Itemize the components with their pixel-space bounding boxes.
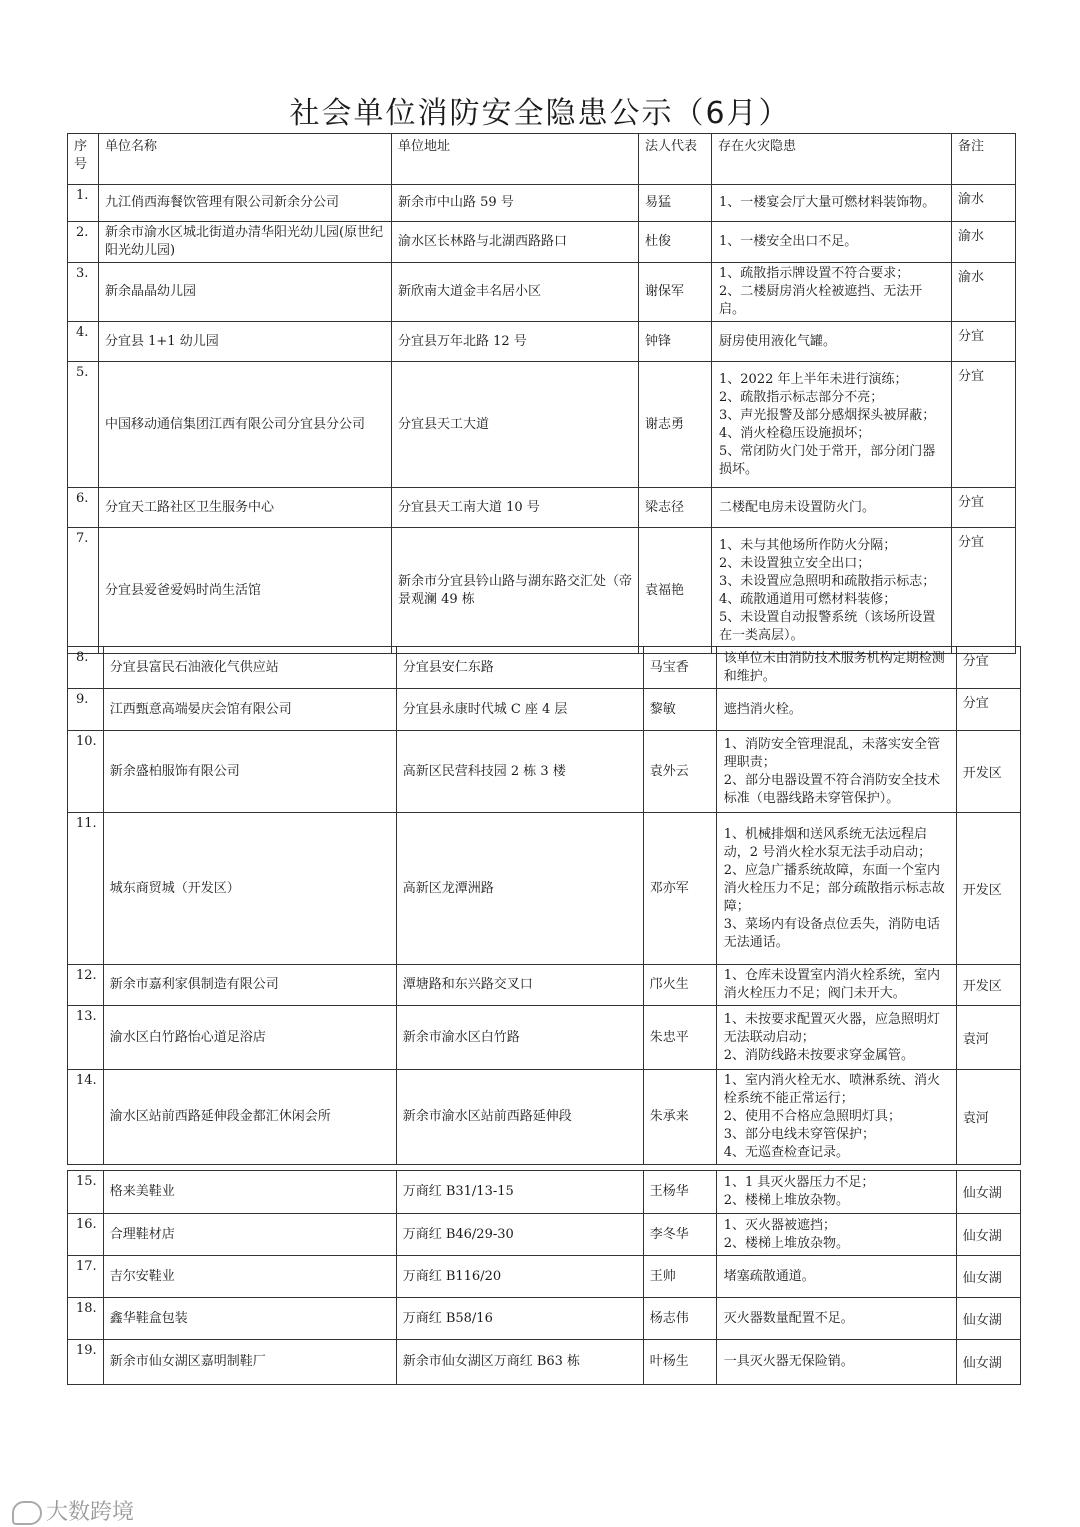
table-row bbox=[68, 965, 1021, 1006]
row-note: 分宜 bbox=[952, 528, 1016, 654]
row-note: 仙女湖 bbox=[956, 1171, 1020, 1214]
row-seq: 4. bbox=[68, 322, 99, 362]
table-row bbox=[68, 731, 1021, 813]
row-address: 高新区龙潭洲路 bbox=[396, 813, 643, 965]
row-address: 新余市渝水区白竹路 bbox=[396, 1006, 643, 1070]
row-legal-rep: 邝火生 bbox=[643, 965, 716, 1006]
row-legal-rep: 梁志径 bbox=[639, 488, 712, 528]
row-hazard: 堵塞疏散通道。 bbox=[716, 1256, 956, 1298]
row-legal-rep: 谢保军 bbox=[639, 263, 712, 322]
row-unit-name: 吉尔安鞋业 bbox=[103, 1256, 396, 1298]
row-hazard: 该单位未由消防技术服务机构定期检测和维护。 bbox=[716, 647, 956, 689]
row-unit-name: 新余市仙女湖区嘉明制鞋厂 bbox=[103, 1340, 396, 1385]
table-row bbox=[68, 647, 1021, 689]
table-row bbox=[68, 322, 1016, 362]
header-seq: 序号 bbox=[68, 134, 99, 185]
table-row bbox=[68, 1171, 1021, 1214]
row-note: 仙女湖 bbox=[956, 1298, 1020, 1340]
row-unit-name: 新余市嘉利家俱制造有限公司 bbox=[103, 965, 396, 1006]
table-row bbox=[68, 689, 1021, 731]
row-unit-name: 九江俏西海餐饮管理有限公司新余分公司 bbox=[99, 185, 392, 222]
row-hazard: 1、未与其他场所作防火分隔； 2、未设置独立安全出口； 3、未设置应急照明和疏散指示标志； 4、疏散通道用可燃材料装修； 5、未设置自动报警系统（该场所设置在一类高层）。 bbox=[712, 528, 952, 654]
table-row bbox=[68, 1006, 1021, 1070]
row-address: 万商红 B46/29-30 bbox=[396, 1214, 643, 1256]
row-legal-rep: 朱承来 bbox=[643, 1070, 716, 1165]
row-seq: 9. bbox=[68, 689, 104, 731]
row-seq: 18. bbox=[68, 1298, 104, 1340]
row-address: 分宜县永康时代城 C 座 4 层 bbox=[396, 689, 643, 731]
row-seq: 1. bbox=[68, 185, 99, 222]
row-unit-name: 鑫华鞋盒包装 bbox=[103, 1298, 396, 1340]
row-note: 袁河 bbox=[956, 1006, 1020, 1070]
row-legal-rep: 钟锋 bbox=[639, 322, 712, 362]
row-address: 新欣南大道金丰名居小区 bbox=[392, 263, 639, 322]
row-hazard: 1、1 具灭火器压力不足； 2、楼梯上堆放杂物。 bbox=[716, 1171, 956, 1214]
row-seq: 13. bbox=[68, 1006, 104, 1070]
hazard-table-part-1 bbox=[67, 184, 1016, 654]
row-address: 分宜县万年北路 12 号 bbox=[392, 322, 639, 362]
row-legal-rep: 王帅 bbox=[643, 1256, 716, 1298]
row-legal-rep: 杨志伟 bbox=[643, 1298, 716, 1340]
row-legal-rep: 李冬华 bbox=[643, 1214, 716, 1256]
row-address: 新余市中山路 59 号 bbox=[392, 185, 639, 222]
table-row bbox=[68, 1256, 1021, 1298]
row-address: 高新区民营科技园 2 栋 3 楼 bbox=[396, 731, 643, 813]
row-unit-name: 格来美鞋业 bbox=[103, 1171, 396, 1214]
table-row bbox=[68, 528, 1016, 654]
row-legal-rep: 朱忠平 bbox=[643, 1006, 716, 1070]
row-address: 万商红 B58/16 bbox=[396, 1298, 643, 1340]
row-hazard: 1、未按要求配置灭火器，应急照明灯无法联动启动； 2、消防线路未按要求穿金属管。 bbox=[716, 1006, 956, 1070]
row-note: 仙女湖 bbox=[956, 1340, 1020, 1385]
row-note: 分宜 bbox=[952, 322, 1016, 362]
row-address: 分宜县安仁东路 bbox=[396, 647, 643, 689]
row-note: 仙女湖 bbox=[956, 1214, 1020, 1256]
row-note: 分宜 bbox=[952, 488, 1016, 528]
table-row bbox=[68, 222, 1016, 263]
row-seq: 17. bbox=[68, 1256, 104, 1298]
row-address: 万商红 B116/20 bbox=[396, 1256, 643, 1298]
row-note: 渝水 bbox=[952, 185, 1016, 222]
row-legal-rep: 杜俊 bbox=[639, 222, 712, 263]
row-address: 分宜县天工大道 bbox=[392, 362, 639, 488]
header-name: 单位名称 bbox=[99, 134, 392, 185]
header-address: 单位地址 bbox=[392, 134, 639, 185]
row-seq: 5. bbox=[68, 362, 99, 488]
table-row bbox=[68, 1298, 1021, 1340]
row-unit-name: 江西甄意高端晏庆会馆有限公司 bbox=[103, 689, 396, 731]
row-seq: 14. bbox=[68, 1070, 104, 1165]
header-note: 备注 bbox=[952, 134, 1016, 185]
row-legal-rep: 黎敏 bbox=[643, 689, 716, 731]
row-seq: 8. bbox=[68, 647, 104, 689]
row-note: 开发区 bbox=[956, 731, 1020, 813]
row-address: 潭塘路和东兴路交叉口 bbox=[396, 965, 643, 1006]
row-seq: 11. bbox=[68, 813, 104, 965]
row-address: 新余市仙女湖区万商红 B63 栋 bbox=[396, 1340, 643, 1385]
row-hazard: 一具灭火器无保险销。 bbox=[716, 1340, 956, 1385]
row-unit-name: 分宜县富民石油液化气供应站 bbox=[103, 647, 396, 689]
row-hazard: 灭火器数量配置不足。 bbox=[716, 1298, 956, 1340]
hazard-table-part-3 bbox=[67, 1170, 1021, 1385]
row-legal-rep: 袁外云 bbox=[643, 731, 716, 813]
row-legal-rep: 叶杨生 bbox=[643, 1340, 716, 1385]
row-legal-rep: 邓亦军 bbox=[643, 813, 716, 965]
row-unit-name: 分宜县 1+1 幼儿园 bbox=[99, 322, 392, 362]
row-note: 开发区 bbox=[956, 813, 1020, 965]
row-unit-name: 合理鞋材店 bbox=[103, 1214, 396, 1256]
table-row bbox=[68, 185, 1016, 222]
row-hazard: 1、一楼安全出口不足。 bbox=[712, 222, 952, 263]
row-note: 开发区 bbox=[956, 965, 1020, 1006]
row-address: 新余市分宜县钤山路与湖东路交汇处（帝景观澜 49 栋 bbox=[392, 528, 639, 654]
row-legal-rep: 谢志勇 bbox=[639, 362, 712, 488]
row-seq: 15. bbox=[68, 1171, 104, 1214]
row-legal-rep: 易猛 bbox=[639, 185, 712, 222]
row-unit-name: 渝水区站前西路延伸段金都汇休闲会所 bbox=[103, 1070, 396, 1165]
hazard-table bbox=[67, 133, 1016, 185]
row-unit-name: 新余市渝水区城北街道办清华阳光幼儿园(原世纪阳光幼儿园) bbox=[99, 222, 392, 263]
row-seq: 2. bbox=[68, 222, 99, 263]
watermark-text: 大数跨境 bbox=[46, 1500, 135, 1525]
row-seq: 6. bbox=[68, 488, 99, 528]
row-unit-name: 城东商贸城（开发区） bbox=[103, 813, 396, 965]
table-row bbox=[68, 362, 1016, 488]
row-unit-name: 分宜县爱爸爱妈时尚生活馆 bbox=[99, 528, 392, 654]
row-note: 分宜 bbox=[956, 647, 1020, 689]
row-seq: 7. bbox=[68, 528, 99, 654]
row-seq: 16. bbox=[68, 1214, 104, 1256]
row-note: 袁河 bbox=[956, 1070, 1020, 1165]
row-unit-name: 渝水区白竹路怡心道足浴店 bbox=[103, 1006, 396, 1070]
row-legal-rep: 马宝香 bbox=[643, 647, 716, 689]
header-legal: 法人代表 bbox=[639, 134, 712, 185]
row-hazard: 1、一楼宴会厅大量可燃材料装饰物。 bbox=[712, 185, 952, 222]
row-note: 分宜 bbox=[956, 689, 1020, 731]
table-row bbox=[68, 1340, 1021, 1385]
row-note: 渝水 bbox=[952, 222, 1016, 263]
row-address: 万商红 B31/13-15 bbox=[396, 1171, 643, 1214]
table-row bbox=[68, 1070, 1021, 1165]
page-title: 社会单位消防安全隐患公示（6月） bbox=[289, 96, 791, 131]
row-seq: 12. bbox=[68, 965, 104, 1006]
row-address: 分宜县天工南大道 10 号 bbox=[392, 488, 639, 528]
row-hazard: 二楼配电房未设置防火门。 bbox=[712, 488, 952, 528]
row-hazard: 1、灭火器被遮挡； 2、楼梯上堆放杂物。 bbox=[716, 1214, 956, 1256]
row-unit-name: 分宜天工路社区卫生服务中心 bbox=[99, 488, 392, 528]
hazard-table-part-2 bbox=[67, 646, 1021, 1165]
table-row bbox=[68, 488, 1016, 528]
table-row bbox=[68, 263, 1016, 322]
row-unit-name: 新余盛柏服饰有限公司 bbox=[103, 731, 396, 813]
row-unit-name: 中国移动通信集团江西有限公司分宜县分公司 bbox=[99, 362, 392, 488]
header-hazard: 存在火灾隐患 bbox=[712, 134, 952, 185]
row-hazard: 1、疏散指示牌设置不符合要求； 2、二楼厨房消火栓被遮挡、无法开启。 bbox=[712, 263, 952, 322]
row-legal-rep: 袁福艳 bbox=[639, 528, 712, 654]
watermark bbox=[12, 1495, 134, 1526]
row-note: 渝水 bbox=[952, 263, 1016, 322]
row-hazard: 1、机械排烟和送风系统无法远程启动，2 号消火栓水泵无法手动启动； 2、应急广播系统故障，东面一个室内消火栓压力不足；部分疏散指示标志故障； 3、菜场内有设备点位丢失，消防电话无法通话。 bbox=[716, 813, 956, 965]
row-address: 渝水区长林路与北湖西路路口 bbox=[392, 222, 639, 263]
table-header-row bbox=[68, 134, 1016, 185]
chat-bubble-icon bbox=[12, 1501, 42, 1525]
table-row bbox=[68, 1214, 1021, 1256]
row-hazard: 厨房使用液化气罐。 bbox=[712, 322, 952, 362]
row-address: 新余市渝水区站前西路延伸段 bbox=[396, 1070, 643, 1165]
row-hazard: 1、仓库未设置室内消火栓系统，室内消火栓压力不足；阀门未开大。 bbox=[716, 965, 956, 1006]
row-unit-name: 新余晶晶幼儿园 bbox=[99, 263, 392, 322]
row-hazard: 1、消防安全管理混乱，未落实安全管理职责； 2、部分电器设置不符合消防安全技术标准（电器线路未穿管保护）。 bbox=[716, 731, 956, 813]
row-note: 分宜 bbox=[952, 362, 1016, 488]
row-note: 仙女湖 bbox=[956, 1256, 1020, 1298]
row-seq: 10. bbox=[68, 731, 104, 813]
row-seq: 3. bbox=[68, 263, 99, 322]
row-seq: 19. bbox=[68, 1340, 104, 1385]
row-hazard: 1、2022 年上半年未进行演练； 2、疏散指示标志部分不亮； 3、声光报警及部分感烟探头被屏蔽； 4、消火栓稳压设施损坏； 5、常闭防火门处于常开，部分闭门器损坏。 bbox=[712, 362, 952, 488]
row-hazard: 1、室内消火栓无水、喷淋系统、消火栓系统不能正常运行； 2、使用不合格应急照明灯具； 3、部分电线未穿管保护； 4、无巡查检查记录。 bbox=[716, 1070, 956, 1165]
row-hazard: 遮挡消火栓。 bbox=[716, 689, 956, 731]
table-row bbox=[68, 813, 1021, 965]
row-legal-rep: 王杨华 bbox=[643, 1171, 716, 1214]
